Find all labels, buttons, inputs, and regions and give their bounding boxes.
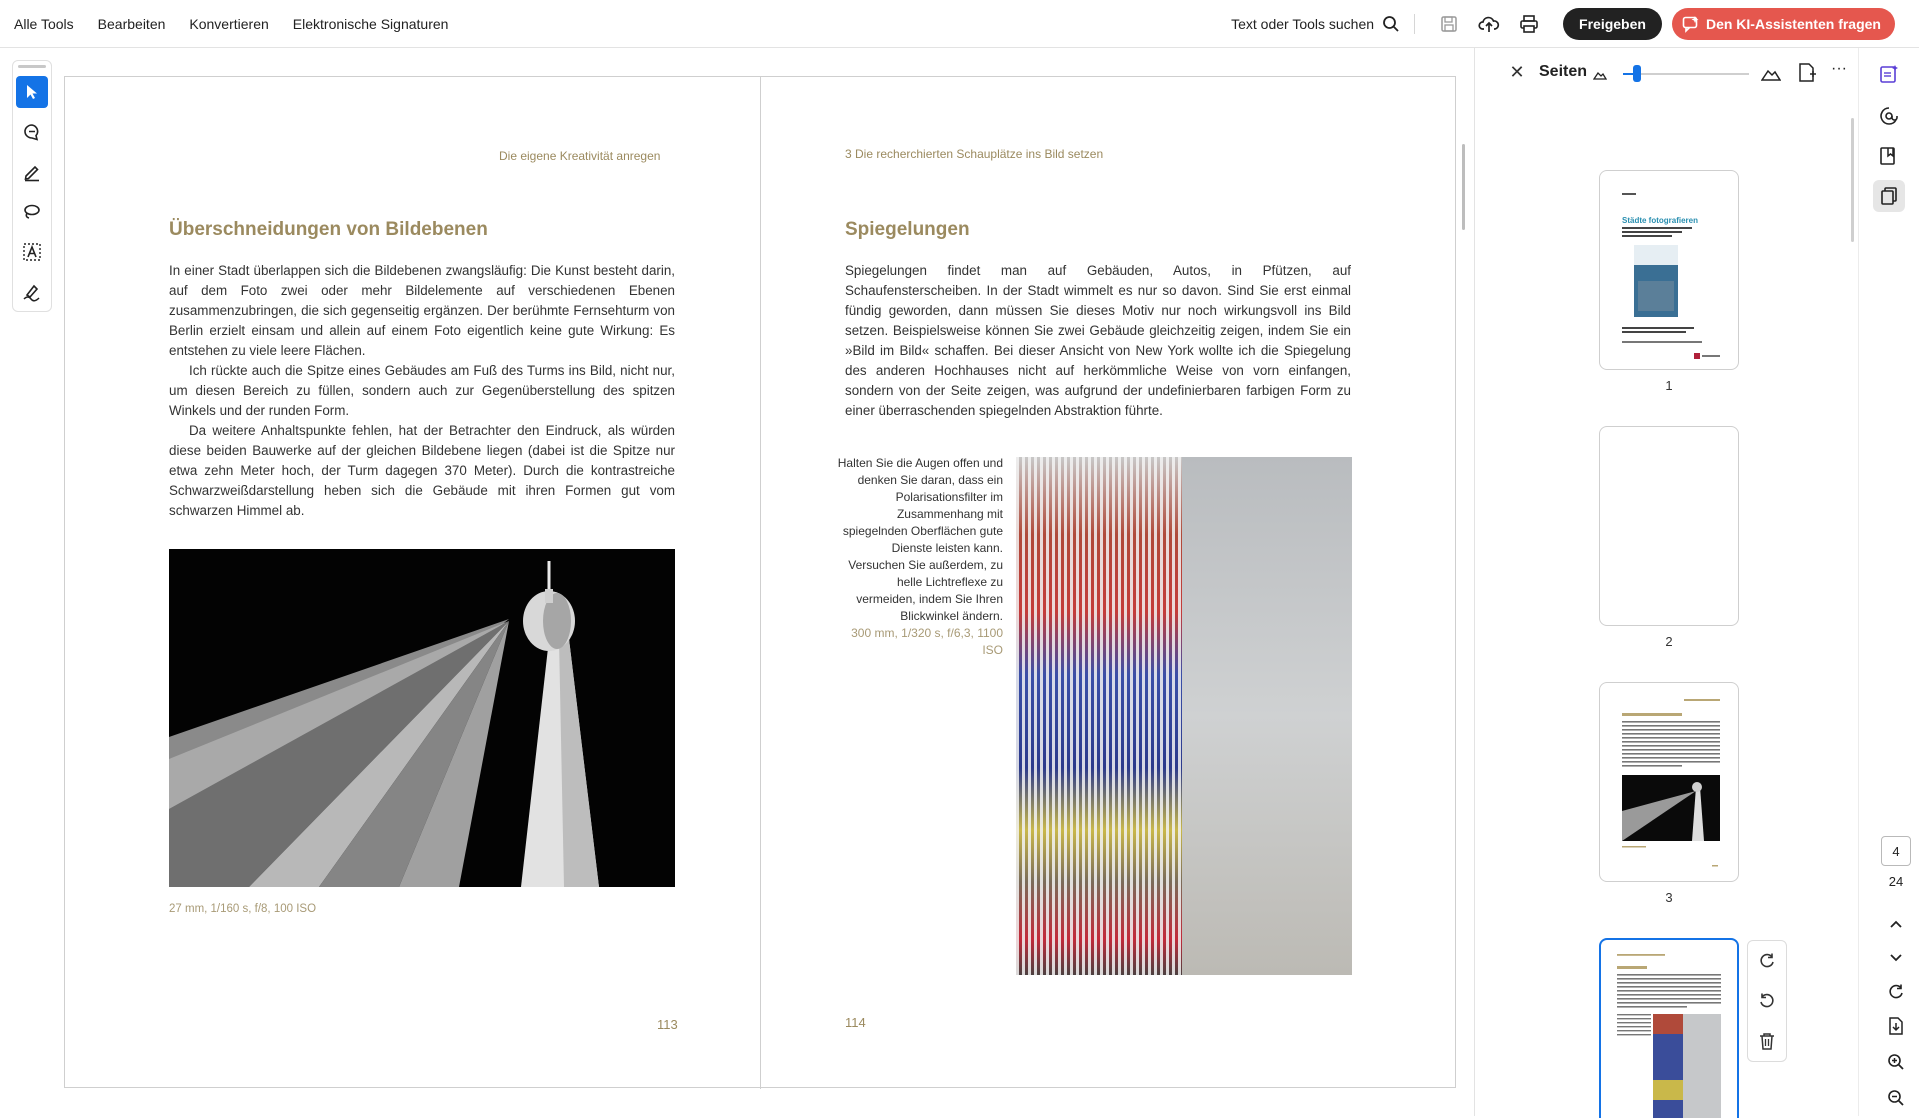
main-menu [14, 16, 472, 32]
menu-edit[interactable]: Bearbeiten [97, 15, 166, 32]
menu-e-signatures[interactable]: Elektronische Signaturen [292, 15, 449, 32]
menu-convert[interactable]: Konvertieren [189, 15, 269, 32]
side-caption-camera: 300 mm, 1/320 s, f/6,3, 1100 ISO [851, 626, 1003, 657]
left-paragraph-3: Da weitere Anhaltspunkte fehlen, hat der Betrachter den Eindruck, als würden diese beiden Bauwerke auf der gleichen Bildebene liegen (dabei ist die Spitze nur etwa zehn Meter hoch, der Turm dagegen 370 Meter). Durch die kontrastreiche Schwarzweißdarstellung heben sich die Gebäude mit ihren Formen gut vom schwarzen Himmel ab. [169, 423, 675, 518]
cloud-upload-icon [1478, 14, 1500, 34]
right-tools-rail [1858, 48, 1919, 1116]
left-running-head: Die eigene Kreativität anregen [499, 149, 661, 163]
highlight-tool-button[interactable] [16, 156, 48, 188]
print-button[interactable] [1515, 10, 1543, 38]
text-select-tool-button[interactable] [16, 236, 48, 268]
page-gutter [760, 77, 761, 1089]
page-thumbnail-4[interactable] [1599, 938, 1739, 1118]
thumbnail-size-slider-handle[interactable] [1633, 65, 1641, 82]
total-pages: 24 [1888, 874, 1904, 889]
zoom-out-icon [1887, 1089, 1905, 1107]
page-spread [64, 76, 1456, 1088]
toolbar-divider [1414, 14, 1415, 34]
tv-tower-photo [169, 549, 675, 887]
cursor-arrow-icon [23, 83, 41, 101]
rotate-view-icon [1887, 983, 1905, 1001]
left-body-text [169, 261, 675, 521]
panel-more-options-icon[interactable]: ··· [1831, 60, 1847, 77]
right-body-text [845, 261, 1351, 421]
page-thumbnail-3-label: 3 [1665, 890, 1673, 905]
left-page-number: 113 [657, 1017, 678, 1032]
page-download-icon [1887, 1016, 1905, 1036]
page-thumbnail-1[interactable] [1599, 170, 1739, 370]
panel-close-button[interactable]: ✕ [1509, 62, 1525, 82]
chevron-up-icon [1889, 919, 1903, 929]
reflection-side-caption [835, 455, 1003, 659]
zoom-in-icon [1887, 1053, 1905, 1071]
text-box-icon [22, 242, 42, 262]
page-thumbnail-2[interactable] [1599, 426, 1739, 626]
right-running-head: 3 Die recherchierten Schauplätze ins Bild setzen [845, 147, 1104, 161]
toolbar-right [1231, 0, 1895, 48]
draw-tool-button[interactable] [16, 196, 48, 228]
zoom-out-button[interactable] [1881, 1082, 1911, 1114]
refresh-button[interactable] [1881, 976, 1911, 1008]
ai-assistant-icon [1682, 15, 1700, 33]
insert-page-icon[interactable] [1797, 62, 1817, 84]
right-page-number: 114 [845, 1015, 866, 1030]
lasso-draw-icon [22, 202, 42, 222]
zoom-in-button[interactable] [1881, 1046, 1911, 1078]
save-icon [1440, 15, 1458, 33]
ai-assistant-button[interactable] [1672, 8, 1895, 40]
cover-title-text: Städte fotografieren [1622, 216, 1699, 225]
trash-icon [1759, 1032, 1775, 1050]
page-thumbnail-actions [1747, 940, 1787, 1062]
left-heading: Überschneidungen von Bildebenen [169, 219, 488, 240]
printer-icon [1519, 14, 1539, 34]
signature-pen-icon [22, 282, 42, 302]
document-scrollbar[interactable] [1462, 144, 1465, 230]
comment-add-icon [22, 122, 42, 142]
menu-all-tools[interactable]: Alle Tools [14, 15, 74, 32]
side-caption-text: Halten Sie die Augen offen und denken Sie daran, dass ein Polarisationsfilter im Zusammenhang mit spiegelnden Oberflächen gute Dienste leisten kann. Versuchen Sie außerdem, zu helle Lichtreflexe zu vermeiden, indem Sie Ihren Blickwinkel ändern. [837, 456, 1003, 623]
left-photo-caption: 27 mm, 1/160 s, f/8, 100 ISO [169, 903, 317, 915]
ai-summary-button[interactable] [1873, 58, 1905, 90]
page-thumbnail-1-label: 1 [1665, 378, 1673, 393]
ai-document-icon [1879, 64, 1899, 84]
comment-at-icon [1879, 106, 1899, 126]
rotate-clockwise-icon [1758, 952, 1776, 970]
thumbnail-size-slider[interactable] [1623, 73, 1749, 75]
page-thumbnail-3[interactable] [1599, 682, 1739, 882]
reflection-photo [1016, 457, 1352, 975]
sign-tool-button[interactable] [16, 276, 48, 308]
pages-icon [1879, 186, 1899, 206]
top-menu-bar [0, 0, 1919, 48]
right-heading: Spiegelungen [845, 219, 970, 240]
pages-panel-button[interactable] [1873, 180, 1905, 212]
rotate-counterclockwise-icon [1758, 992, 1776, 1010]
ai-assistant-label: Den KI-Assistenten fragen [1705, 16, 1881, 32]
rotate-counterclockwise-button[interactable] [1748, 981, 1786, 1021]
quick-tools-rail [12, 60, 52, 312]
left-paragraph-2: Ich rückte auch die Spitze eines Gebäudes am Fuß des Turms ins Bild, nicht nur, um diesen Bereich zu füllen, sondern auch zur Gegenüberstellung des spitzen Winkels und der runden Form. [169, 363, 675, 418]
search-icon [1382, 15, 1400, 33]
left-paragraph-1: In einer Stadt überlappen sich die Bildebenen zwangsläufig: Die Kunst besteht darin, auf dem Foto zwei oder mehr Bildelemente auf verschiedenen Ebenen zusammenzubringen, die sich gegenseitig ergänzen. Der berühmte Fernsehturm von Berlin erzielt einsam und allein auf einem Foto eigentlich keine gute Wirkung: Es entstehen zu viele leere Flächen. [169, 263, 675, 358]
comment-tool-button[interactable] [16, 116, 48, 148]
pages-panel [1474, 48, 1858, 1116]
current-page-input[interactable]: 4 [1881, 836, 1911, 866]
zoom-out-thumbnails-icon[interactable] [1593, 68, 1607, 80]
delete-page-button[interactable] [1748, 1021, 1786, 1061]
chevron-down-icon [1889, 953, 1903, 963]
zoom-in-thumbnails-icon[interactable] [1761, 64, 1781, 82]
bookmark-icon [1879, 146, 1899, 166]
panel-scrollbar[interactable] [1851, 118, 1854, 242]
share-button[interactable]: Freigeben [1563, 8, 1662, 40]
upload-cloud-button[interactable] [1475, 10, 1503, 38]
pen-highlight-icon [22, 162, 42, 182]
comments-panel-button[interactable] [1873, 100, 1905, 132]
previous-page-button[interactable] [1881, 908, 1911, 940]
next-page-button[interactable] [1881, 942, 1911, 974]
select-tool-button[interactable] [16, 76, 48, 108]
download-page-button[interactable] [1881, 1010, 1911, 1042]
rail-grip-handle[interactable] [18, 65, 46, 68]
bookmarks-panel-button[interactable] [1873, 140, 1905, 172]
search-tools-button[interactable] [1231, 15, 1400, 33]
rotate-clockwise-button[interactable] [1748, 941, 1786, 981]
right-paragraph: Spiegelungen findet man auf Gebäuden, Autos, in Pfützen, auf Schaufensterscheiben. In der Stadt wimmelt es nur so davon. Sind Sie erst einmal fündig geworden, dann müssen Sie dieses Motiv nur noch wirkungsvoll ins Bild setzen. Beispielsweise können Sie zwei Gebäude gleichzeitig zeigen, indem Sie ein »Bild im Bild« schaffen. Bei dieser Ansicht von New York wollte ich die Spiegelung des anderen Hochhauses nicht auf herkömmliche Weise von vorn einfangen, sondern von der Seite zeigen, was aufgrund der undefinierbaren farbigen Form zu einer überraschenden spiegelnden Abstraktion führte. [845, 263, 1351, 418]
search-tools-label: Text oder Tools suchen [1231, 16, 1375, 32]
page-thumbnail-2-label: 2 [1665, 634, 1673, 649]
panel-title: Seiten [1539, 63, 1588, 80]
save-button[interactable] [1435, 10, 1463, 38]
